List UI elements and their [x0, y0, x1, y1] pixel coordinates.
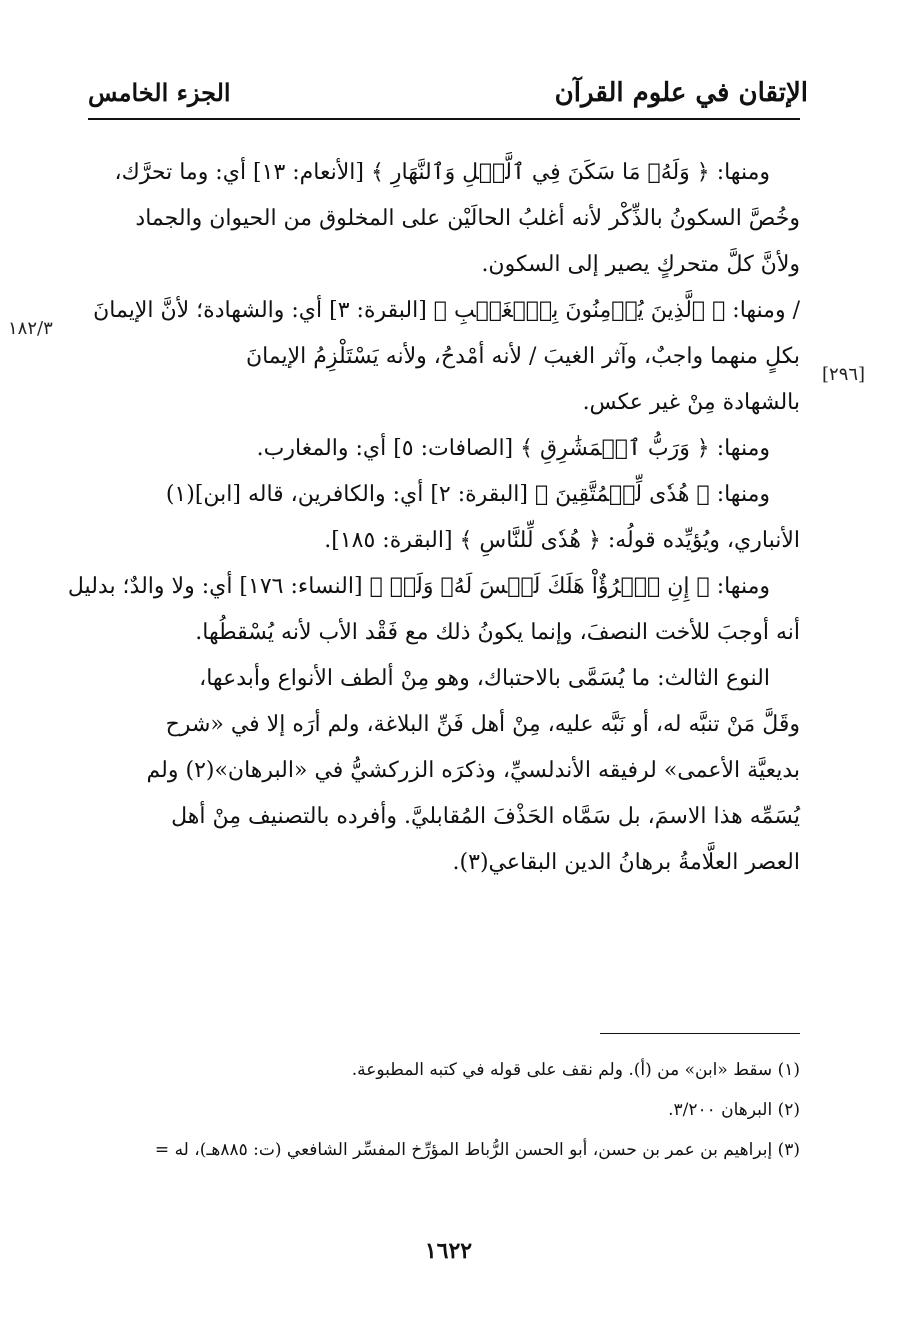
volume-label: الجزء الخامس — [88, 78, 231, 107]
text-line: ومنها: ﴿ هُدٗى لِّلۡمُتَّقِينَ ﴾ [البقرة: ٢] أي: والكافرين، قاله [ابن](١) — [165, 482, 770, 507]
text-line: العصر العلَّامةُ برهانُ الدين البقاعي(٣). — [452, 850, 800, 875]
book-title: الإتقان في علوم القرآن — [554, 78, 808, 108]
text-line: / ومنها: ﴿ ٱلَّذِينَ يُؤۡمِنُونَ بِٱلۡغَيۡبِ ﴾ [البقرة: ٣] أي: والشهادة؛ لأنَّ الإيمانَ — [93, 298, 800, 323]
text-line: الأنباري، ويُؤيِّده قولُه: ﴿ هُدٗى لِّلنَّاسِ ﴾ [البقرة: ١٨٥]. — [324, 528, 800, 553]
text-line: وخُصَّ السكونُ بالذِّكْر لأنه أغلبُ الحالَيْن على المخلوق من الحيوان والجماد — [135, 206, 800, 231]
text-line: بديعيَّة الأعمى» لرفيقه الأندلسيِّ، وذكرَه الزركشيُّ في «البرهان»(٢) ولم — [146, 758, 800, 783]
footnotes — [60, 1050, 800, 1170]
text-line: بالشهادة مِنْ غير عكس. — [582, 390, 800, 415]
text-line: ومنها: ﴿ وَلَهُۥ مَا سَكَنَ فِي ٱلَّيۡلِ وَٱلنَّهَارِ ﴾ [الأنعام: ١٣] أي: وما تحرَّك، — [114, 160, 770, 185]
footnote-divider — [600, 1033, 800, 1034]
text-line: وقَلَّ مَنْ تنبَّه له، أو نَبَّه عليه، مِنْ أهل فَنِّ البلاغة، ولم أرَه إلا في «شرح — [165, 712, 800, 737]
text-line: النوع الثالث: ما يُسَمَّى بالاحتباك، وهو مِنْ ألطف الأنواع وأبدعها، — [199, 666, 770, 691]
running-header — [88, 72, 808, 116]
margin-reference-left: ١٨٢/٣ — [8, 318, 53, 339]
footnote: (٢) البرهان ٣/٢٠٠. — [668, 1100, 800, 1120]
text-line: بكلٍ منهما واجبٌ، وآثر الغيبَ / لأنه أمْدحُ، ولأنه يَسْتَلْزِمُ الإيمانَ — [245, 344, 800, 369]
text-line: ولأنَّ كلَّ متحركٍ يصير إلى السكون. — [481, 252, 800, 277]
text-line: يُسَمِّه هذا الاسمَ، بل سَمَّاه الحَذْفَ المُقابليَّ. وأفرده بالتصنيف مِنْ أهل — [171, 804, 800, 829]
footnote: (٣) إبراهيم بن عمر بن حسن، أبو الحسن الرُّباط المؤرِّخ المفسِّر الشافعي (ت: ٨٨٥هـ)، له = — [154, 1140, 800, 1160]
header-divider — [88, 118, 800, 120]
text-line: ومنها: ﴿ وَرَبُّ ٱلۡمَشَٰرِقِ ﴾ [الصافات: ٥] أي: والمغارب. — [256, 436, 770, 461]
main-text — [67, 150, 800, 886]
text-line: أنه أوجبَ للأخت النصفَ، وإنما يكونُ ذلك مع فَقْد الأب لأنه يُسْقطُها. — [195, 620, 800, 645]
text-line: ومنها: ﴿ إِنِ ٱمۡرُؤٌاْ هَلَكَ لَيۡسَ لَهُۥ وَلَدٞ ﴾ [النساء: ١٧٦] أي: ولا والدٌ؛ بدليل — [67, 574, 770, 599]
footnote: (١) سقط «ابن» من (أ). ولم نقف على قوله في كتبه المطبوعة. — [351, 1060, 800, 1080]
page-number: ١٦٢٢ — [424, 1238, 473, 1264]
margin-reference-right: [٢٩٦] — [822, 364, 866, 385]
